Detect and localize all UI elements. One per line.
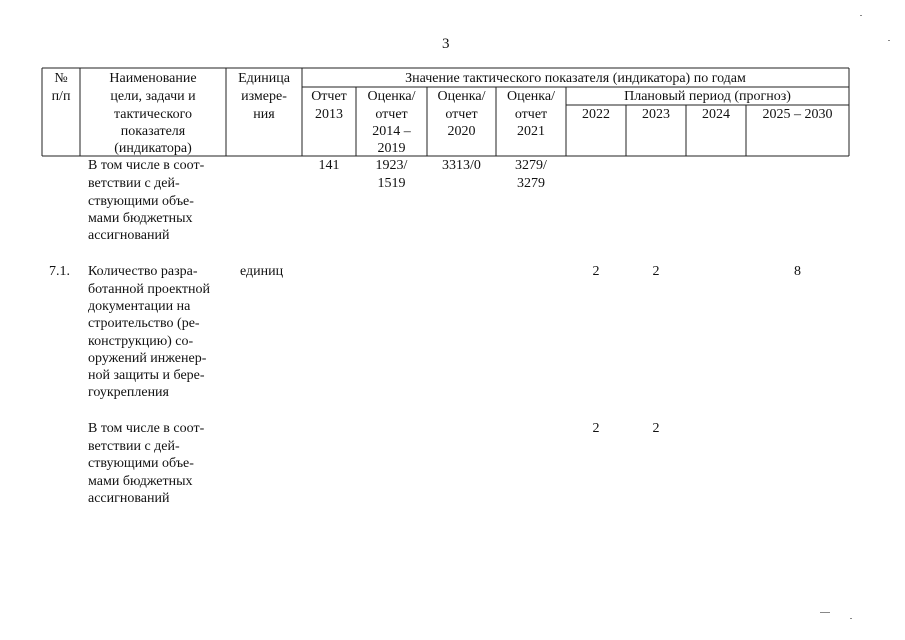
cell-2022: 2 — [592, 421, 600, 436]
cell-2021: 3279/ — [515, 158, 547, 173]
row-name-line: гоукрепления — [88, 385, 169, 400]
cell-2013: 141 — [318, 158, 340, 173]
header-text: Оценка/ — [506, 89, 555, 104]
header-text: 2021 — [517, 124, 545, 139]
row-name-line: оружений инженер- — [88, 351, 207, 366]
header-text: Отчет — [311, 89, 347, 104]
header-text: отчет — [375, 107, 408, 122]
row-name-line: В том числе в соот- — [88, 158, 205, 173]
cell-2022: 2 — [592, 264, 600, 279]
row-name-line: конструкцию) со- — [88, 334, 194, 349]
header-text: 2014 – — [372, 124, 411, 139]
cell-2014-2019: 1923/ — [375, 158, 408, 173]
row-name-line: ной защиты и бере- — [88, 368, 205, 383]
scan-speck — [860, 15, 862, 16]
header-col-2025-2030: 2025 – 2030 — [762, 107, 833, 122]
header-text: 2019 — [377, 141, 406, 156]
header-col-2024: 2024 — [702, 107, 730, 122]
header-text: тактического — [113, 107, 193, 122]
row-name-line: ствующими объе- — [88, 456, 194, 471]
row-name-line: мами бюджетных — [88, 211, 193, 226]
cell-2021: 3279 — [517, 176, 545, 191]
header-text: отчет — [514, 107, 548, 122]
header-text: измере- — [241, 89, 287, 104]
scan-speck — [850, 618, 852, 619]
cell-2023: 2 — [652, 264, 660, 279]
cell-2023: 2 — [652, 421, 660, 436]
row-number: 7.1. — [49, 264, 70, 279]
header-text: отчет — [445, 107, 478, 122]
row-name-line: строительство (ре- — [88, 316, 200, 331]
row-name-line: мами бюджетных — [88, 474, 193, 489]
row-unit: единиц — [240, 264, 284, 279]
header-plan-period: Плановый период (прогноз) — [624, 89, 791, 104]
row-name-line: В том числе в соот- — [88, 421, 205, 436]
scan-speck — [820, 612, 830, 613]
header-text: Единица — [238, 71, 290, 86]
cell-2014-2019: 1519 — [377, 176, 406, 191]
row-name-line: ботанной проектной — [88, 282, 211, 297]
row-name-line: ветствии с дей- — [88, 439, 180, 454]
header-text: Наименование — [109, 71, 197, 86]
header-text: цели, задачи и — [110, 89, 196, 104]
page-number: 3 — [442, 36, 450, 52]
header-group-values: Значение тактического показателя (индикатора) по годам — [405, 71, 746, 86]
header-text: показателя — [120, 124, 186, 139]
header-text: ния — [253, 107, 275, 122]
cell-2025-2030: 8 — [794, 264, 801, 279]
scan-speck — [888, 40, 890, 41]
header-col-2022: 2022 — [582, 107, 610, 122]
header-text: Оценка/ — [367, 89, 416, 104]
row-name-line: ассигнований — [88, 228, 170, 243]
header-text: Оценка/ — [437, 89, 486, 104]
header-text: № — [54, 71, 68, 86]
header-text: 2013 — [315, 107, 343, 122]
header-col-2023: 2023 — [642, 107, 670, 122]
row-name-line: ассигнований — [88, 491, 170, 506]
row-name-line: документации на — [88, 299, 191, 314]
header-text: (индикатора) — [114, 141, 192, 156]
cell-2020: 3313/0 — [442, 158, 481, 173]
row-name-line: ветствии с дей- — [88, 176, 180, 191]
row-name-line: ствующими объе- — [88, 194, 194, 209]
header-text: 2020 — [447, 124, 476, 139]
header-text: п/п — [51, 89, 71, 104]
row-name-line: Количество разра- — [88, 264, 198, 279]
